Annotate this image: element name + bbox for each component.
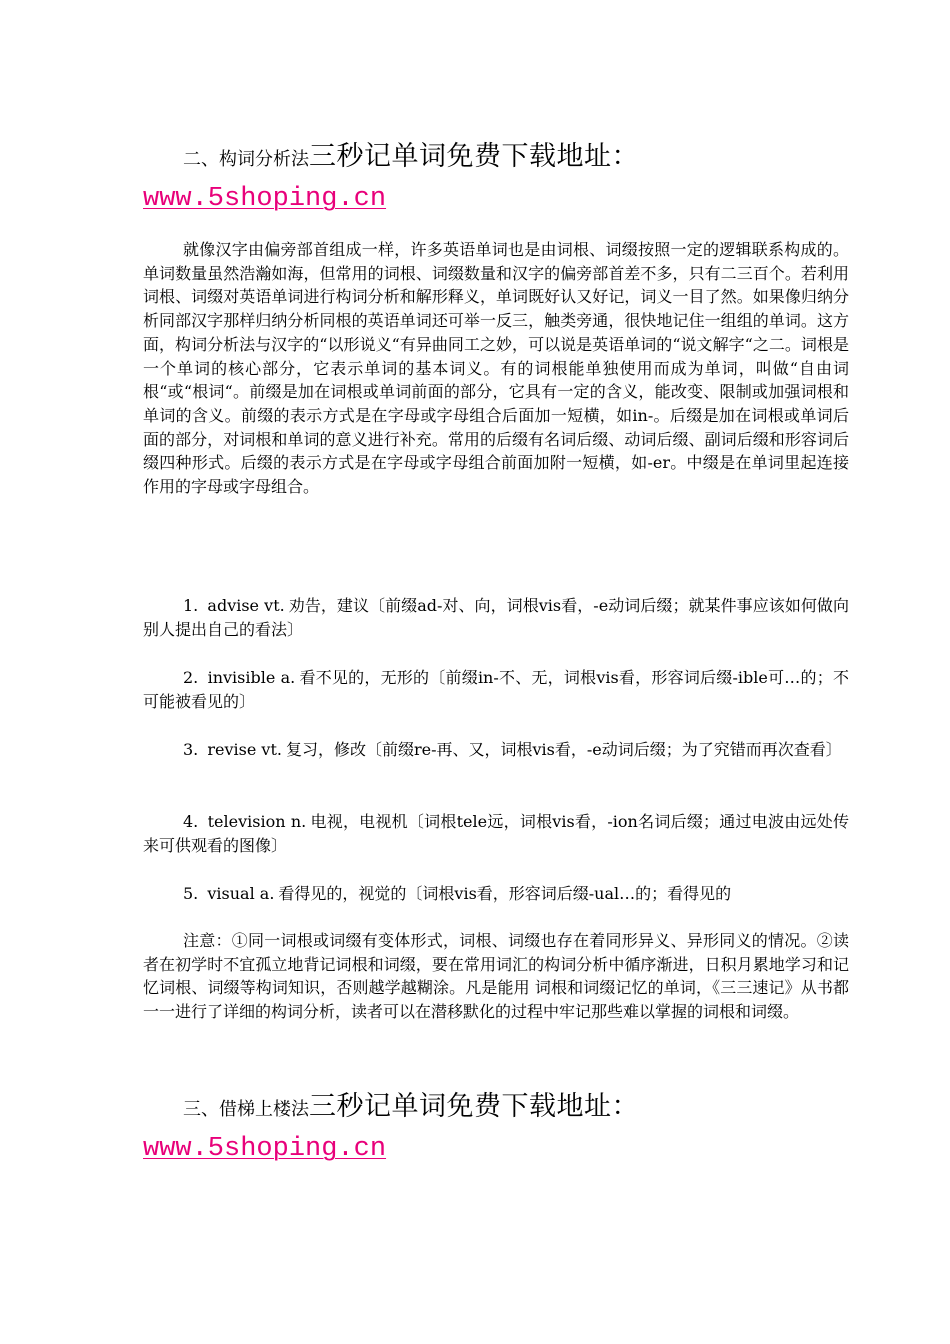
example-explanation: 劝告，建议〔前缀ad-对、向，词根vis看，-e动词后缀；就某件事应该如何做向别人提出自己的看法〕: [143, 596, 849, 639]
example-number: 4.: [183, 812, 199, 831]
example-item-1: [143, 594, 849, 641]
example-explanation: 电视，电视机〔词根tele远，词根vis看，-ion名词后缀；通过电波由远处传来可供观看的图像〕: [143, 812, 849, 855]
intro-paragraph: 就像汉字由偏旁部首组成一样，许多英语单词也是由词根、词缀按照一定的逻辑联系构成的。单词数量虽然浩瀚如海，但常用的词根、词缀数量和汉字的偏旁部首差不多，只有二三百个。若利用词根、词缀对英语单词进行构词分析和解形释义，单词既好认又好记，词义一目了然。如果像归纳分析同部汉字那样归纳分析同根的英语单词还可举一反三，触类旁通，很快地记住一组组的单词。这方面，构词分析法与汉字的“以形说义“有异曲同工之妙，可以说是英语单词的“说文解字“之二。词根是一个单词的核心部分，它表示单词的基本词义。有的词根能单独使用而成为单词，叫做“自由词根“或“根词“。前缀是加在词根或单词前面的部分，它具有一定的含义，能改变、限制或加强词根和单词的含义。前缀的表示方式是在字母或字母组合后面加一短横，如in-。后缀是加在词根或单词后面的部分，对词根和单词的意义进行补充。常用的后缀有名词后缀、动词后缀、副词后缀和形容词后缀四种形式。后缀的表示方式是在字母或字母组合前面加附一短横，如-er。中缀是在单词里起连接作用的字母或字母组合。: [143, 240, 849, 497]
example-explanation: 看不见的，无形的〔前缀in-不、无，词根vis看，形容词后缀-ible可…的；不可能被看见的〕: [143, 668, 849, 711]
section3-heading-title: 三秒记单词免费下载地址：: [309, 1091, 639, 1122]
example-number: 5.: [183, 884, 199, 903]
note-paragraph: 注意：①同一词根或词缀有变体形式，词根、词缀也存在着同形异义、异形同义的情况。②读者在初学时不宜孤立地背记词根和词缀，要在常用词汇的构词分析中循序渐进，日积月累地学习和记忆词根、词缀等构词知识，否则越学越糊涂。凡是能用 词根和词缀记忆的单词，《三三速记》从书都一一进行了详细的构词分析，读者可以在潜移默化的过程中牢记那些难以掌握的词根和词缀。: [143, 931, 849, 1022]
example-explanation: 看得见的，视觉的〔词根vis看，形容词后缀-ual…的；看得见的: [278, 884, 732, 903]
example-item-5: [143, 882, 849, 906]
example-word: advise vt.: [207, 596, 285, 615]
example-word: visual a.: [207, 884, 275, 903]
example-item-3: [143, 738, 849, 762]
example-word: invisible a.: [207, 668, 296, 687]
section3-heading-prefix: 三、借梯上楼法: [183, 1099, 309, 1120]
example-explanation: 复习，修改〔前缀re-再、又，词根vis看，-e动词后缀；为了究错而再次查看〕: [285, 740, 842, 759]
example-number: 2.: [183, 668, 199, 687]
download-link-1[interactable]: www.5shoping.cn: [143, 184, 387, 214]
section2-heading: [183, 134, 639, 173]
download-link-2[interactable]: www.5shoping.cn: [143, 1134, 387, 1164]
example-number: 3.: [183, 740, 199, 759]
example-item-2: [143, 666, 849, 713]
example-item-4: [143, 810, 849, 857]
section3-heading: [183, 1084, 639, 1123]
example-word: revise vt.: [207, 740, 282, 759]
example-number: 1.: [183, 596, 199, 615]
section2-heading-title: 三秒记单词免费下载地址：: [309, 141, 639, 172]
section2-heading-prefix: 二、构词分析法: [183, 149, 309, 170]
example-word: television n.: [207, 812, 307, 831]
